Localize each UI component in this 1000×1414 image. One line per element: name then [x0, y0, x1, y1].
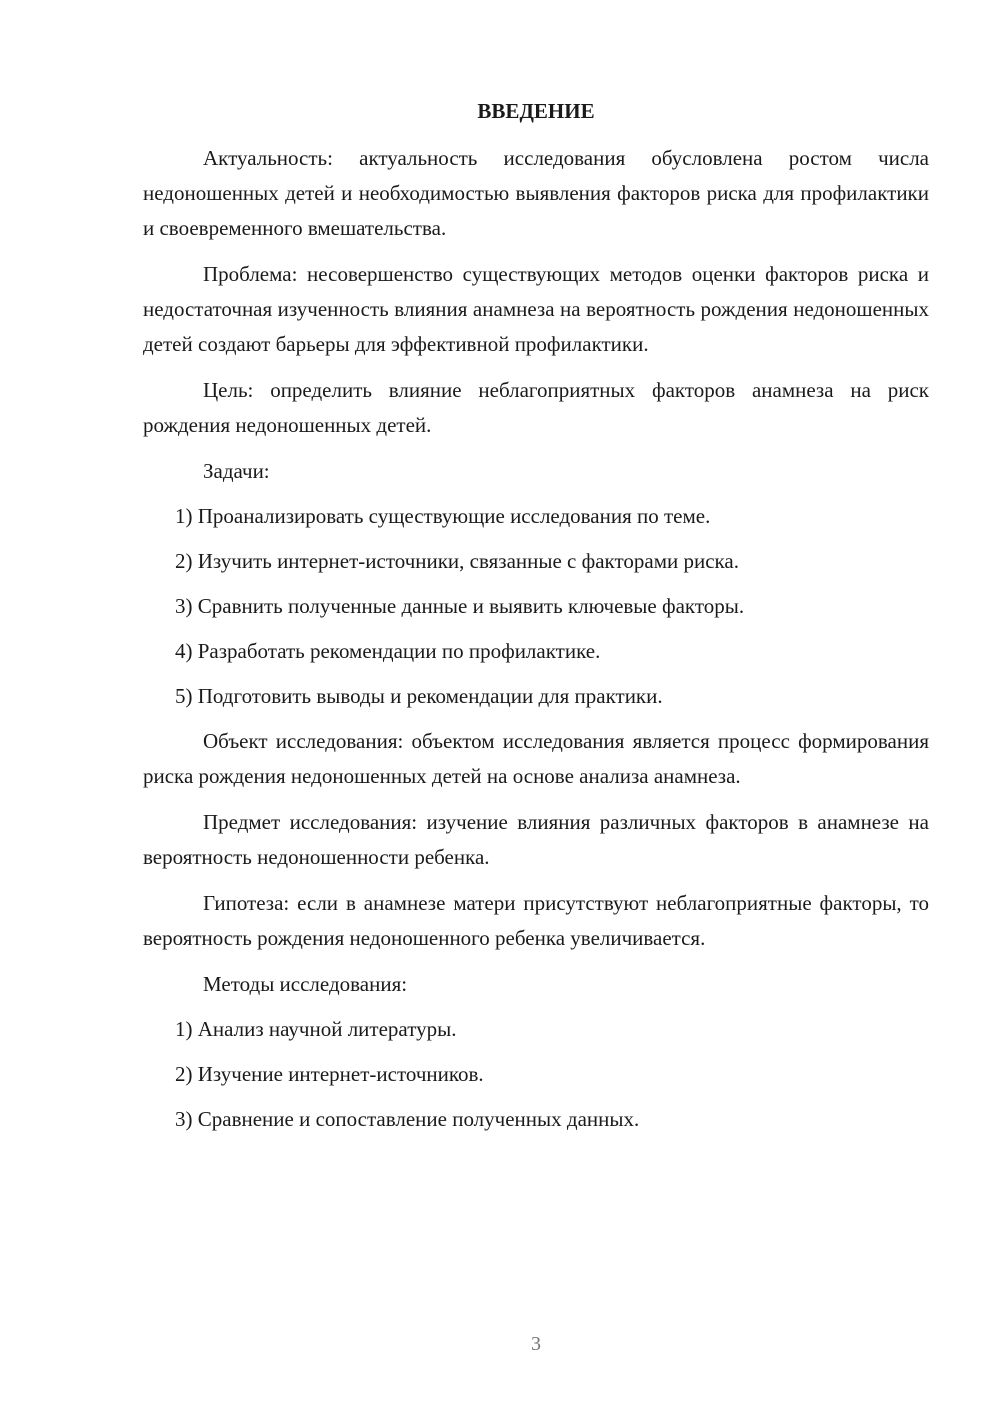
methods-heading: Методы исследования:: [203, 972, 408, 996]
document-page: [143, 94, 929, 1147]
tasks-list: [143, 499, 929, 714]
problem-paragraph: Проблема: несовершенство существующих методов оценки факторов риска и недостаточная изученность влияния анамнеза на вероятность рождения недоношенных детей создают барьеры для эффективной профилактики.: [143, 262, 929, 356]
task-item: 5) Подготовить выводы и рекомендации для практики.: [175, 684, 663, 708]
relevance-paragraph: Актуальность: актуальность исследования обусловлена ростом числа недоношенных детей и необходимостью выявления факторов риска для профилактики и своевременного вмешательства.: [143, 146, 929, 240]
task-item: 3) Сравнить полученные данные и выявить ключевые факторы.: [175, 594, 745, 618]
page-number: 3: [531, 1333, 541, 1355]
task-item: 4) Разработать рекомендации по профилактике.: [175, 639, 601, 663]
method-item: 1) Анализ научной литературы.: [175, 1017, 457, 1041]
subject-paragraph: Предмет исследования: изучение влияния различных факторов в анамнезе на вероятность недоношенности ребенка.: [143, 810, 929, 869]
hypothesis-paragraph: Гипотеза: если в анамнезе матери присутствуют неблагоприятные факторы, то вероятность рождения недоношенного ребенка увеличивается.: [143, 891, 929, 950]
method-item: 3) Сравнение и сопоставление полученных данных.: [175, 1107, 640, 1131]
task-item: 1) Проанализировать существующие исследования по теме.: [175, 504, 711, 528]
tasks-heading: Задачи:: [203, 459, 270, 483]
goal-paragraph: Цель: определить влияние неблагоприятных факторов анамнеза на риск рождения недоношенных детей.: [143, 378, 929, 437]
object-paragraph: Объект исследования: объектом исследования является процесс формирования риска рождения недоношенных детей на основе анализа анамнеза.: [143, 729, 929, 788]
methods-list: [143, 1012, 929, 1137]
task-item: 2) Изучить интернет-источники, связанные с факторами риска.: [175, 549, 739, 573]
section-title: ВВЕДЕНИЕ: [477, 99, 595, 123]
method-item: 2) Изучение интернет-источников.: [175, 1062, 484, 1086]
